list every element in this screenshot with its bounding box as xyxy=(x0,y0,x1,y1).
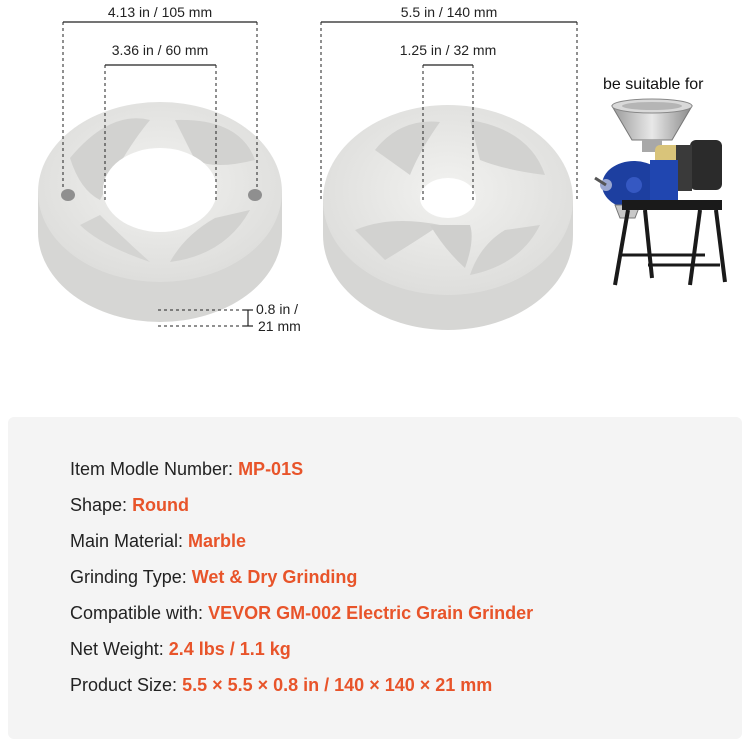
spec-label: Product Size: xyxy=(70,675,183,695)
spec-label: Item Modle Number: xyxy=(70,459,239,479)
spec-label: Shape: xyxy=(70,495,133,515)
thickness-label xyxy=(256,301,301,335)
spec-value: Wet & Dry Grinding xyxy=(191,567,358,587)
spec-shape xyxy=(70,495,189,516)
left-bolt-hole xyxy=(61,189,75,201)
spec-value: 2.4 lbs / 1.1 kg xyxy=(168,639,291,659)
thickness-label-line1: 0.8 in / xyxy=(256,301,299,317)
spec-label: Net Weight: xyxy=(70,639,169,659)
spec-label: Compatible with: xyxy=(70,603,209,623)
right-bolt-hole xyxy=(248,189,262,201)
spec-material xyxy=(70,531,246,552)
left-inner-diameter-label: 3.36 in / 60 mm xyxy=(111,42,209,58)
spec-value: Marble xyxy=(188,531,247,551)
left-outer-diameter-label: 4.13 in / 105 mm xyxy=(107,4,213,20)
spec-model-number xyxy=(70,459,303,480)
right-millstone xyxy=(323,105,573,330)
spec-value: VEVOR GM-002 Electric Grain Grinder xyxy=(208,603,534,623)
suitable-for-label: be suitable for xyxy=(603,76,704,93)
spec-value: MP-01S xyxy=(238,459,304,479)
spec-label: Grinding Type: xyxy=(70,567,192,587)
spec-value: Round xyxy=(132,495,190,515)
spec-grinding-type xyxy=(70,567,357,588)
grinder-machine-image xyxy=(595,99,725,285)
spec-compatible-with xyxy=(70,603,533,624)
spec-panel xyxy=(8,417,742,739)
right-outer-diameter-label: 5.5 in / 140 mm xyxy=(400,4,498,20)
left-millstone xyxy=(38,102,282,322)
spec-value: 5.5 × 5.5 × 0.8 in / 140 × 140 × 21 mm xyxy=(182,675,493,695)
spec-label: Main Material: xyxy=(70,531,189,551)
spec-net-weight xyxy=(70,639,291,660)
thickness-label-line2: 21 mm xyxy=(258,318,301,334)
spec-product-size xyxy=(70,675,492,696)
right-inner-diameter-label: 1.25 in / 32 mm xyxy=(399,42,497,58)
